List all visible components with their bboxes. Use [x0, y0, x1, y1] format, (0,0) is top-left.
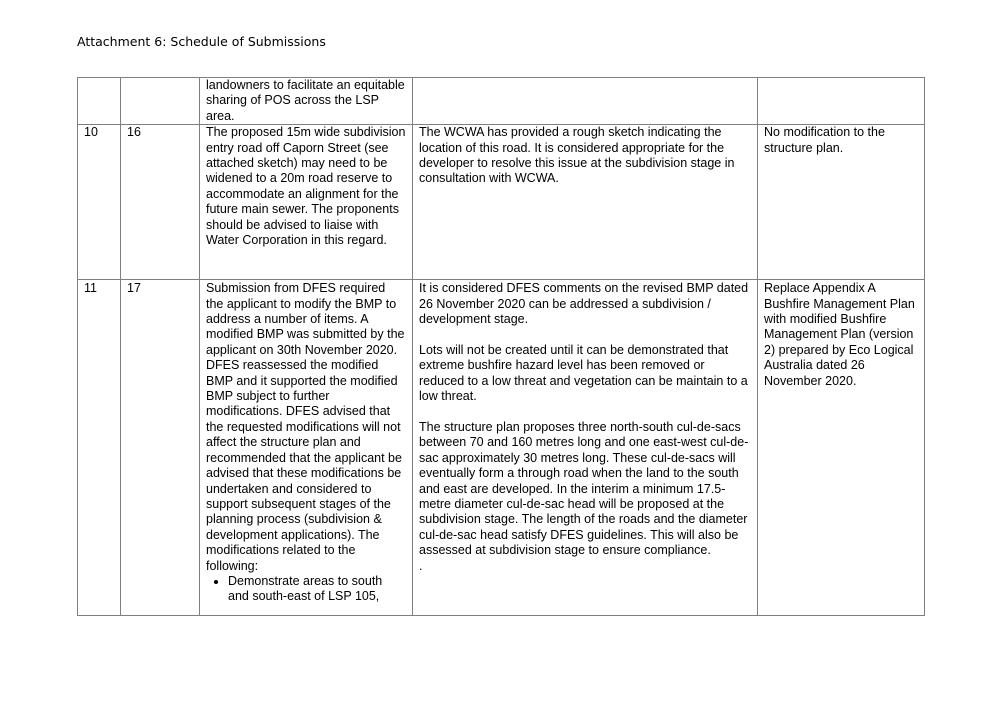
comment-paragraph: It is considered DFES comments on the revised BMP dated 26 November 2020 can be addressed a subdivision / development stage. [419, 281, 749, 327]
summary-bullet-item: • Demonstrate areas to south and south-east of LSP 105, [228, 574, 406, 605]
cell-no [78, 78, 121, 125]
cell-comment [413, 78, 758, 125]
table-row [78, 78, 925, 125]
summary-text: Submission from DFES required the applicant to modify the BMP to address a number of items. A modified BMP was submitted by the applicant on 30th November 2020. DFES reassessed the modified BMP and it supported the modified BMP subject to further modifications. DFES advised that the requested modifications will not affect the structure plan and recommended that the applicant be advised that these modifications be undertaken and considered to support subsequent stages of the planning process (subdivision & development applications). The modifications related to the following: [206, 281, 405, 573]
table-row [78, 125, 925, 280]
comment-paragraph: The structure plan proposes three north-south cul-de-sacs between 70 and 160 metres long and one east-west cul-de-sac approximately 30 metres long. These cul-de-sacs will eventually form a through road when the land to the south and east are developed. In the interim a minimum 17.5-metre diameter cul-de-sac head will be proposed at the subdivision stage. The length of the roads and the diameter cul-de-sac head satisfy DFES guidelines. This will also be assessed at subdivision stage to ensure compliance. [419, 419, 749, 558]
cell-no: 11 [78, 280, 121, 616]
comment-paragraph: Lots will not be created until it can be demonstrated that extreme bushfire hazard level has been removed or reduced to a low threat and vegetation can be maintain to a low threat. [419, 342, 748, 404]
schedule-table [77, 77, 925, 616]
cell-comment: The WCWA has provided a rough sketch indicating the location of this road. It is considered appropriate for the developer to resolve this issue at the subdivision stage in consultation with WCWA. [413, 125, 758, 280]
cell-summary: The proposed 15m wide subdivision entry road off Caporn Street (see attached sketch) may need to be widened to a 20m road reserve to accommodate an alignment for the future main sewer. The proponents should be advised to liaise with Water Corporation in this regard. [200, 125, 413, 280]
summary-bullet-list [206, 574, 406, 605]
cell-submitter: 17 [121, 280, 200, 616]
table-row [78, 280, 925, 616]
cell-no: 10 [78, 125, 121, 280]
cell-submitter [121, 78, 200, 125]
cell-summary: landowners to facilitate an equitable sharing of POS across the LSP area. [200, 78, 413, 125]
cell-comment [413, 280, 758, 616]
page-header-title: Attachment 6: Schedule of Submissions [77, 34, 326, 49]
cell-recommendation [758, 78, 925, 125]
cell-submitter: 16 [121, 125, 200, 280]
cell-recommendation: Replace Appendix A Bushfire Management Plan with modified Bushfire Management Plan (version 2) prepared by Eco Logical Australia dated 26 November 2020. [758, 280, 925, 616]
comment-paragraph: . [419, 558, 423, 573]
cell-recommendation: No modification to the structure plan. [758, 125, 925, 280]
cell-summary [200, 280, 413, 616]
